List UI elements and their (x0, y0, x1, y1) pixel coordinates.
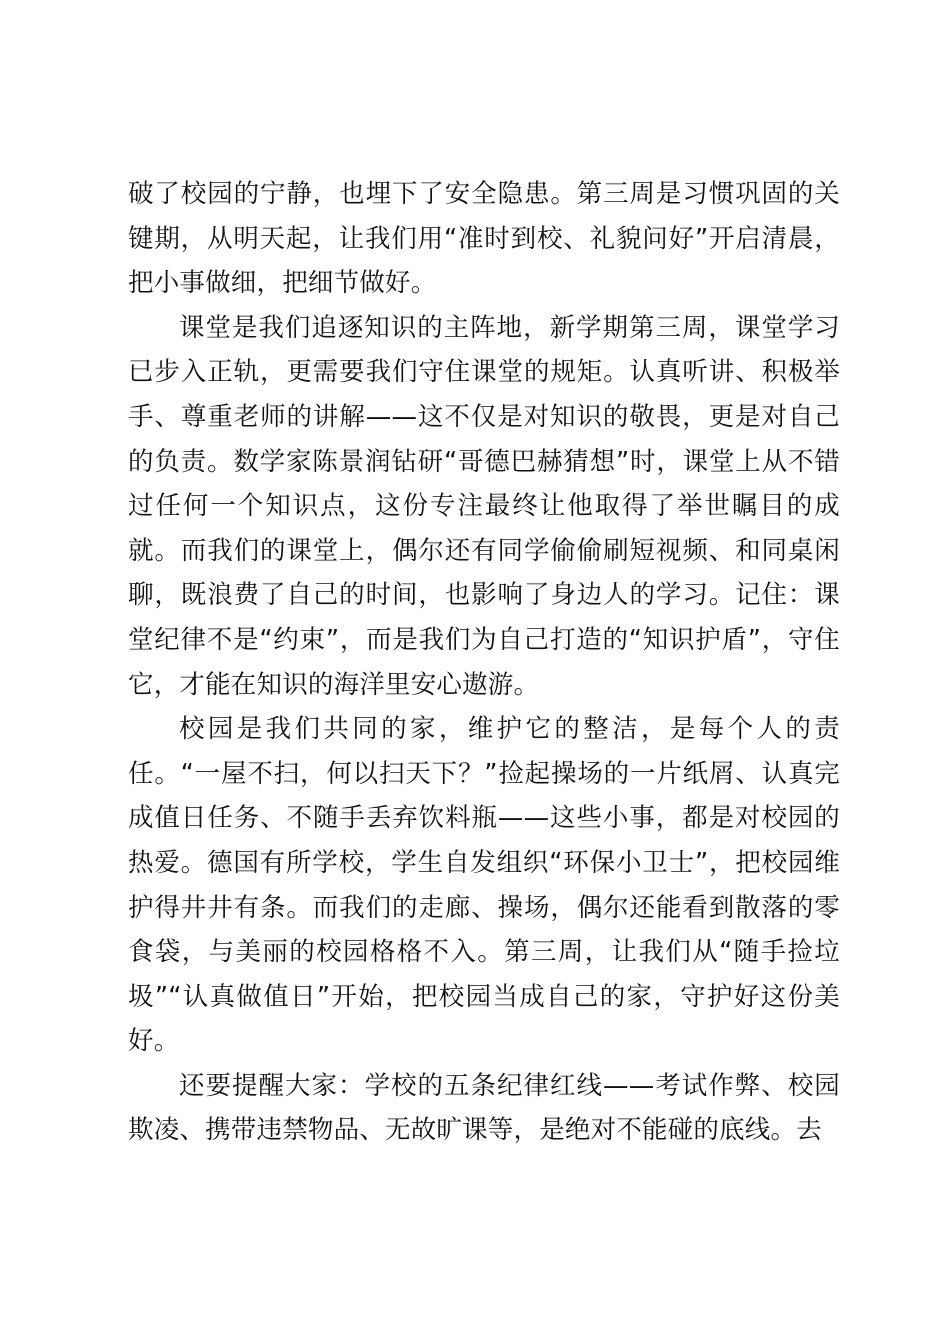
paragraph-continuation: 破了校园的宁静，也埋下了安全隐患。第三周是习惯巩固的关键期，从明天起，让我们用“准时到校、礼貌问好”开启清晨，把小事做细，把细节做好。 (128, 179, 840, 299)
paragraph-classroom: 课堂是我们追逐知识的主阵地，新学期第三周，课堂学习已步入正轨，更需要我们守住课堂的规矩。认真听讲、积极举手、尊重老师的讲解——这不仅是对知识的敬畏，更是对自己的负责。数学家陈景润钻研“哥德巴赫猜想”时，课堂上从不错过任何一个知识点，这份专注最终让他取得了举世瞩目的成就。而我们的课堂上，偶尔还有同学偷偷刷短视频、和同桌闲聊，既浪费了自己的时间，也影响了身边人的学习。记住：课堂纪律不是“约束”，而是我们为自己打造的“知识护盾”，守住它，才能在知识的海洋里安心遨游。 (128, 312, 840, 700)
document-body (128, 172, 840, 1153)
paragraph-discipline: 还要提醒大家：学校的五条纪律红线——考试作弊、校园欺凌、携带违禁物品、无故旷课等，是绝对不能碰的底线。去 (128, 1070, 840, 1146)
paragraph-campus: 校园是我们共同的家，维护它的整洁，是每个人的责任。“一屋不扫，何以扫天下？”捡起操场的一片纸屑、认真完成值日任务、不随手丢弃饮料瓶——这些小事，都是对校园的热爱。德国有所学校，学生自发组织“环保小卫士”，把校园维护得井井有条。而我们的走廊、操场，偶尔还能看到散落的零食袋，与美丽的校园格格不入。第三周，让我们从“随手捡垃圾”“认真做值日”开始，把校园当成自己的家，守护好这份美好。 (128, 714, 840, 1057)
